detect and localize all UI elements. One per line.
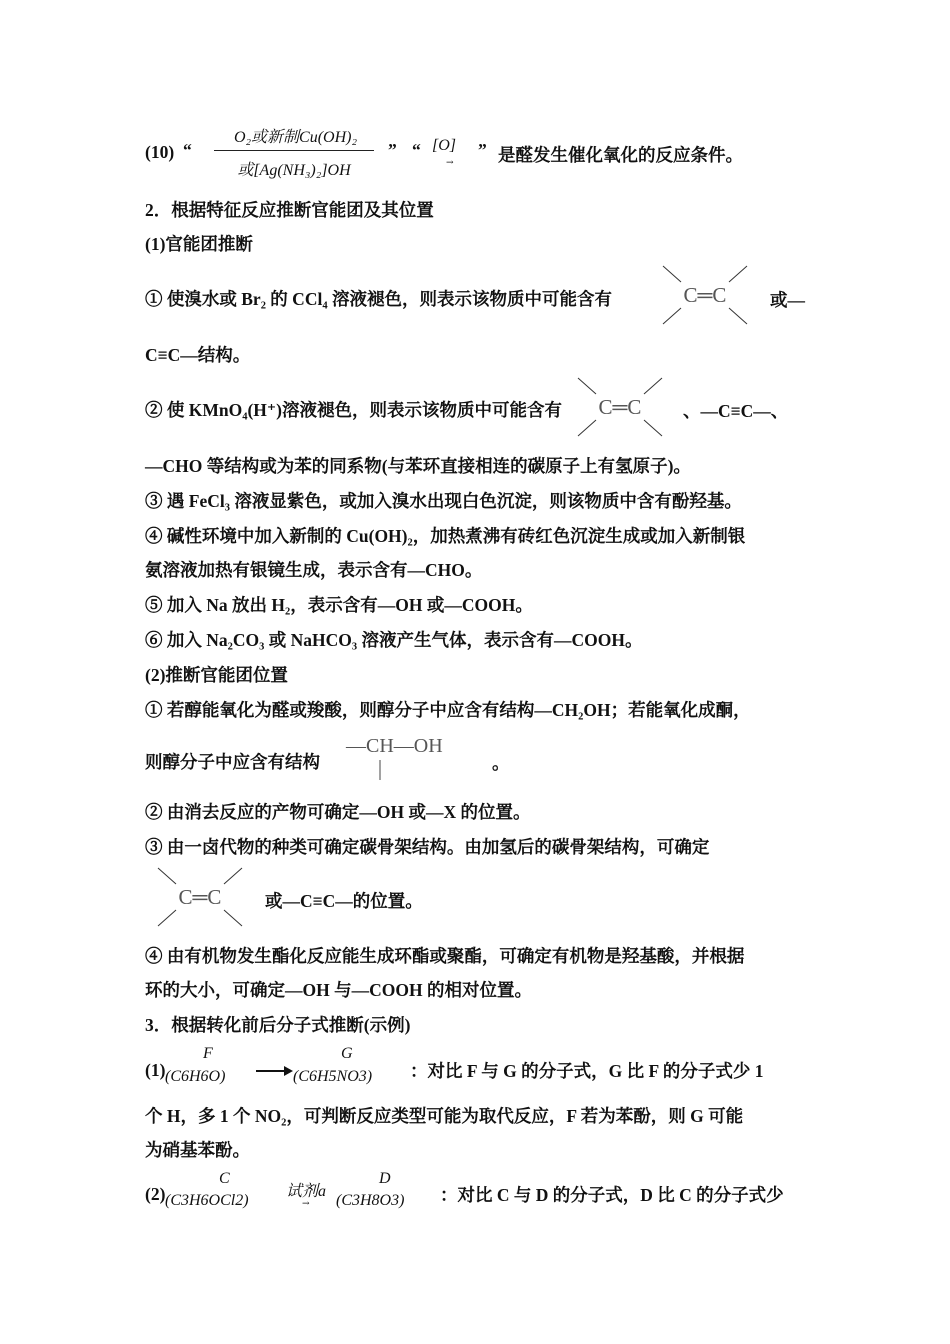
- alkene-structure-icon-2: [570, 374, 670, 440]
- reaction1-text-a: ：对比 F 与 G 的分子式，G 比 F 的分子式少 1: [410, 1061, 764, 1081]
- pos2: ② 由消去反应的产物可确定—OH 或—X 的位置。: [145, 802, 531, 822]
- choh-structure-icon: [344, 730, 484, 784]
- pos1-b: 则醇分子中应含有结构: [145, 752, 320, 772]
- quote-close-2: ”: [478, 140, 487, 160]
- section3-title: 3．根据转化前后分子式推断(示例): [145, 1015, 411, 1035]
- pos3-a: ③ 由一卤代物的种类可确定碳骨架结构。由加氢后的碳骨架结构，可确定: [145, 837, 710, 857]
- para1-c: C≡C—结构。: [145, 345, 251, 365]
- alkene-structure-icon-3: [150, 864, 250, 930]
- para2-b: 、—C≡C—、: [683, 401, 789, 421]
- reaction1-F: F: [203, 1045, 213, 1062]
- para4-a: ④ 碱性环境中加入新制的 Cu(OH)₂，加热煮沸有砖红色沉淀生成或加入新制银: [145, 526, 746, 546]
- small-arrow-icon-2: →: [302, 1199, 310, 1209]
- arrow-icon: [254, 1065, 294, 1077]
- section2-sub2: (2)推断官能团位置: [145, 665, 288, 685]
- section2-sub1: (1)官能团推断: [145, 234, 253, 254]
- oxygen-bracket: [O]: [432, 137, 457, 154]
- reaction1-F-formula: (C6H6O): [165, 1068, 226, 1085]
- small-arrow-icon: →: [446, 158, 454, 168]
- reaction2-C-formula: (C3H6OCl2): [165, 1192, 249, 1209]
- para2-c: —CHO 等结构或为苯的同系物(与苯环直接相连的碳原子上有氢原子)。: [145, 456, 691, 476]
- quote-close-1: ”: [388, 140, 397, 160]
- reaction2-reagent: 试剂a: [286, 1183, 327, 1200]
- item10-number: (10): [145, 142, 175, 162]
- reaction2-D-formula: (C3H8O3): [336, 1192, 405, 1209]
- reagent-numerator: O₂或新制Cu(OH)₂: [233, 129, 358, 146]
- para3: ③ 遇 FeCl₃ 溶液显紫色，或加入溴水出现白色沉淀，则该物质中含有酚羟基。: [145, 491, 742, 511]
- alkene-label-2: C═C: [598, 395, 642, 419]
- reaction2-C: C: [219, 1170, 230, 1187]
- pos4-a: ④ 由有机物发生酯化反应能生成环酯或聚酯，可确定有机物是羟基酸，并根据: [145, 946, 745, 966]
- para5: ⑤ 加入 Na 放出 H₂，表示含有—OH 或—COOH。: [145, 595, 533, 615]
- para4-b: 氨溶液加热有银镜生成，表示含有—CHO。: [145, 560, 483, 580]
- pos3-b: 或—C≡C—的位置。: [265, 891, 423, 911]
- pos1-a: ① 若醇能氧化为醛或羧酸，则醇分子中应含有结构—CH₂OH；若能氧化成酮，: [145, 700, 751, 720]
- reaction2-number: (2): [145, 1184, 166, 1204]
- para6: ⑥ 加入 Na₂CO₃ 或 NaHCO₃ 溶液产生气体，表示含有—COOH。: [145, 630, 643, 650]
- para2-a: ② 使 KMnO₄(H⁺)溶液褪色，则表示该物质中可能含有: [145, 400, 562, 420]
- section2-title: 2．根据特征反应推断官能团及其位置: [145, 200, 434, 220]
- reaction1-G-formula: (C6H5NO3): [293, 1068, 373, 1085]
- alkene-label-3: C═C: [178, 885, 222, 909]
- alkene-label: C═C: [683, 283, 727, 307]
- item10-text: 是醛发生催化氧化的反应条件。: [498, 145, 743, 165]
- para1-b: 或—: [770, 290, 805, 310]
- reaction1-text-c: 为硝基苯酚。: [145, 1140, 250, 1160]
- pos1-c: 。: [492, 753, 510, 773]
- reagent-fraction-bar: [214, 150, 374, 151]
- para1-a: ① 使溴水或 Br₂ 的 CCl₄ 溶液褪色，则表示该物质中可能含有: [145, 289, 612, 309]
- reaction2-D: D: [379, 1170, 391, 1187]
- reaction1-text-b: 个 H，多 1 个 NO₂，可判断反应类型可能为取代反应，F 若为苯酚，则 G 可能: [145, 1106, 744, 1126]
- reaction1-number: (1): [145, 1060, 166, 1080]
- quote-open-1: “: [183, 140, 192, 160]
- reaction2-text-a: ：对比 C 与 D 的分子式，D 比 C 的分子式少: [440, 1185, 784, 1205]
- quote-open-2: “: [412, 140, 421, 160]
- pos4-b: 环的大小，可确定—OH 与—COOH 的相对位置。: [145, 980, 532, 1000]
- choh-label: —CH—OH: [346, 735, 443, 757]
- alkene-structure-icon: [655, 262, 755, 328]
- reagent-denominator: 或[Ag(NH₃)₂]OH: [237, 162, 351, 179]
- reaction1-G: G: [341, 1045, 353, 1062]
